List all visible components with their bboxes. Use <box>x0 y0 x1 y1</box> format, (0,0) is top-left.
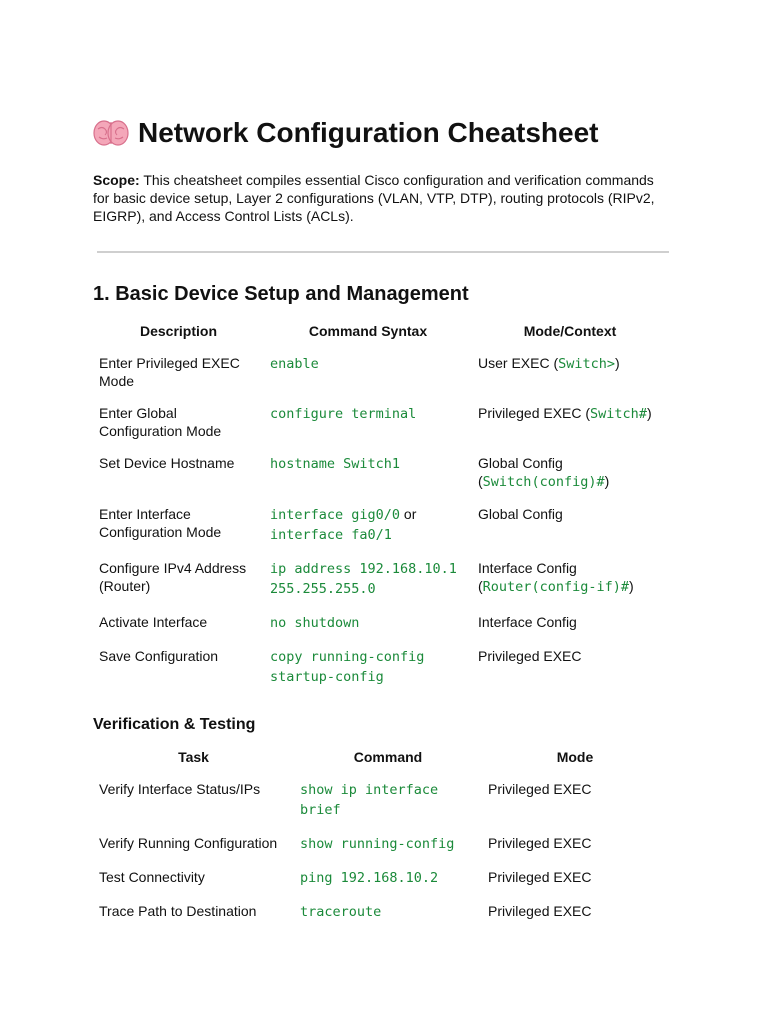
mode-text: User EXEC ( <box>478 355 559 371</box>
command-join-text: or <box>400 506 417 522</box>
mode-prompt: Switch# <box>590 406 647 422</box>
command-text: interface gig0/0 <box>270 507 401 523</box>
table-row <box>93 347 668 397</box>
mode-suffix: ) <box>615 355 620 371</box>
command-text: show running-config <box>300 836 455 852</box>
mode-cell <box>472 606 668 640</box>
table-row <box>93 397 668 447</box>
description-cell <box>93 397 264 447</box>
command-text: copy running-config startup-config <box>270 649 425 685</box>
description-cell <box>93 606 264 640</box>
command-text: hostname Switch1 <box>270 456 401 472</box>
page-title-text: Network Configuration Cheatsheet <box>138 117 599 148</box>
task-cell <box>93 895 294 929</box>
cheatsheet-page <box>93 114 673 929</box>
command-text: interface fa0/1 <box>270 527 392 543</box>
description-cell <box>93 640 264 694</box>
column-header: Command <box>353 749 423 765</box>
description-text: Enter Privileged EXEC Mode <box>99 355 240 389</box>
command-cell <box>264 640 472 694</box>
column-header: Mode <box>556 749 594 765</box>
mode-text: Interface Config <box>478 614 577 630</box>
mode-cell <box>472 397 668 447</box>
mode-text: Global Config <box>478 506 563 522</box>
mode-cell <box>472 552 668 606</box>
mode-cell <box>472 640 668 694</box>
description-cell <box>93 498 264 552</box>
command-text: no shutdown <box>270 615 360 631</box>
column-header: Command Syntax <box>308 323 428 339</box>
mode-prompt: Switch> <box>558 356 616 372</box>
task-text: Verify Interface Status/IPs <box>99 781 261 797</box>
column-header: Task <box>178 749 209 765</box>
basic-setup-table <box>93 318 668 694</box>
command-cell <box>264 397 472 447</box>
command-cell <box>294 827 482 861</box>
command-text: ip address 192.168.10.1 255.255.255.0 <box>270 561 457 597</box>
mode-text: Interface Config ( <box>478 560 577 594</box>
command-cell <box>264 552 472 606</box>
task-text: Trace Path to Destination <box>99 903 257 919</box>
description-text: Activate Interface <box>99 614 208 630</box>
mode-cell <box>472 498 668 552</box>
description-text: Set Device Hostname <box>99 455 235 471</box>
command-text: configure terminal <box>270 406 417 422</box>
mode-suffix: ) <box>604 473 610 489</box>
scope-label: Scope: <box>93 172 140 188</box>
table-header-row <box>93 318 668 347</box>
table-row <box>93 447 668 498</box>
command-text: show ip interface brief <box>300 782 439 818</box>
mode-cell <box>482 827 668 861</box>
table-row <box>93 640 668 694</box>
scope-text: This cheatsheet compiles essential Cisco configuration and verification commands for basic device setup, Layer 2 configurations (VLAN, VTP, DTP), routing protocols (RIPv2, EIGRP), and Access Control Lists (ACLs). <box>93 172 655 224</box>
task-cell <box>93 773 294 827</box>
brain-icon <box>93 119 129 147</box>
command-text: traceroute <box>300 904 382 920</box>
mode-cell <box>482 895 668 929</box>
command-cell <box>264 606 472 640</box>
command-cell <box>294 773 482 827</box>
subsection-heading: Verification & Testing <box>93 716 256 733</box>
command-cell <box>264 498 472 552</box>
section-heading: 1. Basic Device Setup and Management <box>93 283 469 305</box>
table-row <box>93 552 668 606</box>
mode-text: Privileged EXEC ( <box>478 405 591 421</box>
mode-prompt: Router(config-if)# <box>482 579 629 595</box>
table-row <box>93 606 668 640</box>
mode-text: Privileged EXEC <box>488 781 592 797</box>
command-cell <box>264 347 472 397</box>
task-cell <box>93 827 294 861</box>
description-text: Enter Interface Configuration Mode <box>99 506 222 540</box>
mode-prompt: Switch(config)# <box>482 474 605 490</box>
column-header: Mode/Context <box>523 323 617 339</box>
mode-cell <box>472 447 668 498</box>
mode-text: Global Config ( <box>478 455 563 489</box>
table-header-row <box>93 744 668 773</box>
task-cell <box>93 861 294 895</box>
mode-cell <box>472 347 668 397</box>
table-row <box>93 773 668 827</box>
description-cell <box>93 347 264 397</box>
column-header: Description <box>139 323 217 339</box>
description-text: Configure IPv4 Address (Router) <box>99 560 247 594</box>
mode-text: Privileged EXEC <box>488 903 592 919</box>
command-cell <box>294 861 482 895</box>
mode-suffix: ) <box>628 578 634 594</box>
mode-text: Privileged EXEC <box>478 648 582 664</box>
command-text: ping 192.168.10.2 <box>300 870 439 886</box>
table-row <box>93 498 668 552</box>
command-text: enable <box>270 356 319 372</box>
mode-cell <box>482 861 668 895</box>
mode-text: Privileged EXEC <box>488 869 592 885</box>
table-row <box>93 861 668 895</box>
description-text: Enter Global Configuration Mode <box>99 405 222 439</box>
mode-text: Privileged EXEC <box>488 835 592 851</box>
task-text: Verify Running Configuration <box>99 835 278 851</box>
page-title <box>93 114 673 152</box>
description-text: Save Configuration <box>99 648 219 664</box>
command-cell <box>264 447 472 498</box>
scope-paragraph <box>93 171 673 225</box>
table-row <box>93 895 668 929</box>
section-divider <box>97 251 669 253</box>
verification-table <box>93 744 668 929</box>
command-cell <box>294 895 482 929</box>
task-text: Test Connectivity <box>99 869 205 885</box>
description-cell <box>93 552 264 606</box>
description-cell <box>93 447 264 498</box>
mode-cell <box>482 773 668 827</box>
table-row <box>93 827 668 861</box>
mode-suffix: ) <box>646 405 652 421</box>
